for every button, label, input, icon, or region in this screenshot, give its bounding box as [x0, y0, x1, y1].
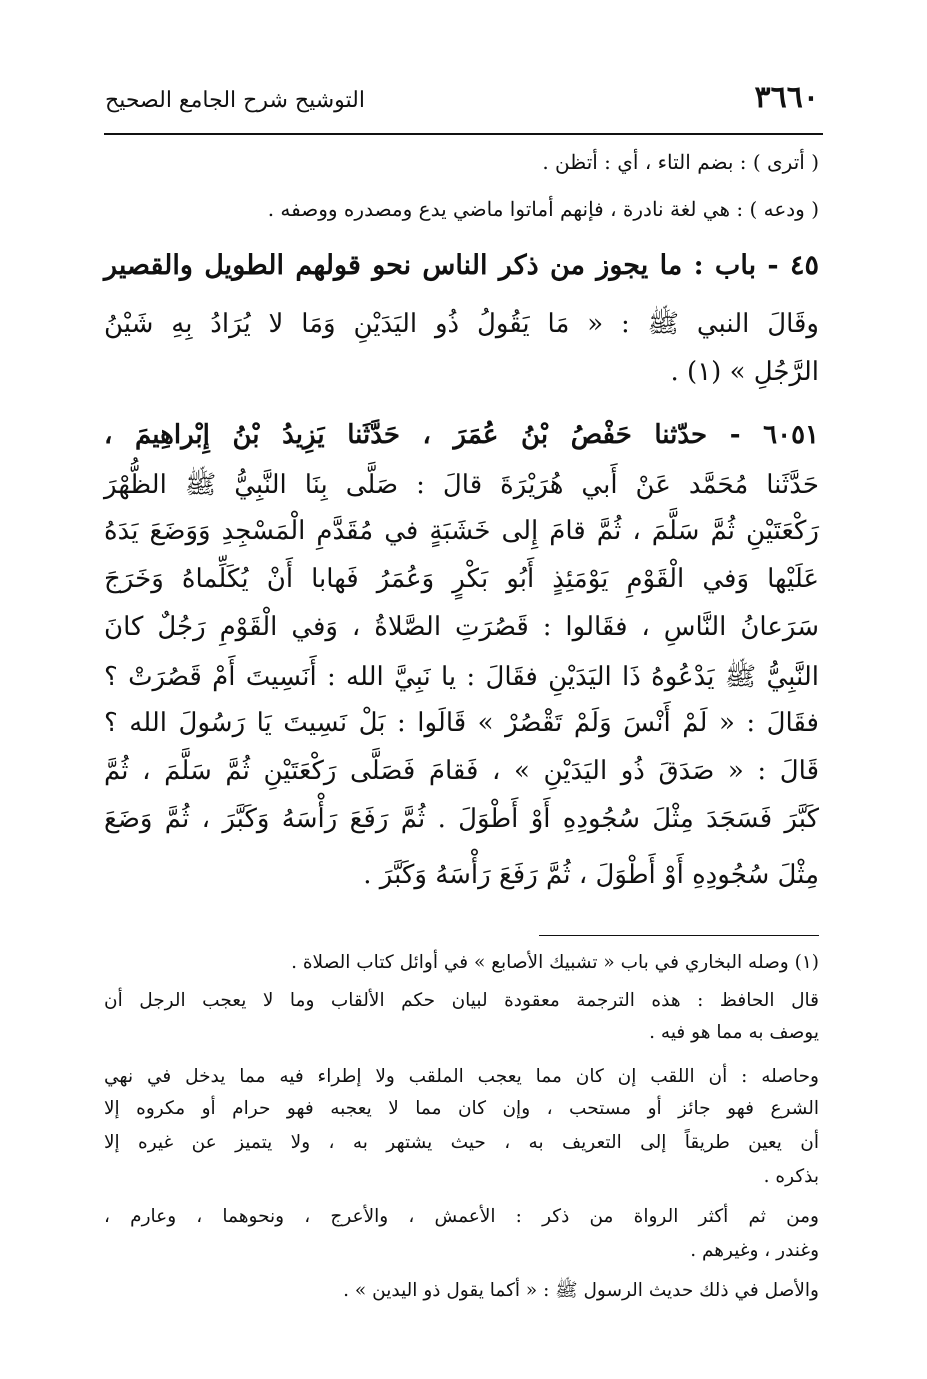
- footnote-line: بذكره .: [763, 1166, 819, 1187]
- footnote-line: وغندر ، وغيرهم .: [690, 1240, 819, 1261]
- hadith-text-line: سَرَعانُ النَّاسِ ، فقَالوا : قَصُرَتِ الصَّلاةُ ، وَفي الْقَوْمِ رَجُلٌ كانَ: [104, 612, 819, 642]
- hadith-text-line: رَكْعَتَيْنِ ثُمَّ سَلَّمَ ، ثُمَّ قامَ إِلى خَشَبَةٍ في مُقَدَّمِ الْمَسْجِدِ وَوَضَعَ يَدَهُ: [104, 516, 819, 546]
- footnote-line: والأصل في ذلك حديث الرسول ﷺ : « أكما يقول ذو اليدين » .: [343, 1280, 819, 1301]
- footnote-line: ومن ثم أكثر الرواة من ذكر : الأعمش ، والأعرج ، ونحوهما ، وعارم ،: [104, 1206, 819, 1227]
- footnote-line: وحاصله : أن اللقب إن كان مما يعجب الملقب ولا إطراء فيه مما يدخل في نهي: [104, 1066, 819, 1087]
- gloss-line: ( أترى ) : بضم التاء ، أي : أتظن .: [542, 150, 819, 174]
- chapter-text-line: وقَالَ النبي ﷺ : « مَا يَقُولُ ذُو اليَدَيْنِ وَمَا لا يُرَادُ بِهِ شَيْنُ: [104, 309, 819, 339]
- hadith-text-line: قَالَ : « صَدَقَ ذُو اليَدَيْنِ » ، فَقامَ فَصَلَّى رَكْعَتَيْنِ ثُمَّ سَلَّمَ ، ثُمَّ: [104, 756, 819, 786]
- running-header-title: التوشيح شرح الجامع الصحيح: [105, 88, 365, 113]
- footnote-line: (١) وصله البخاري في باب « تشبيك الأصابع » في أوائل كتاب الصلاة .: [291, 952, 819, 973]
- chapter-text-line: الرَّجُلِ » (١) .: [670, 357, 819, 387]
- hadith-text-line: مِثْلَ سُجُودِهِ أَوْ أَطْوَلَ ، ثُمَّ رَفَعَ رَأْسَهُ وَكَبَّرَ .: [363, 860, 819, 890]
- footnote-line: يوصف به مما هو فيه .: [649, 1022, 819, 1043]
- footnote-line: الشرع فهو جائز أو مستحب ، وإن كان مما لا يعجبه فهو حرام أو مكروه إلا: [104, 1098, 819, 1119]
- footnote-line: أن يعين طريقاً إلى التعريف به ، حيث يشتهر به ، ولا يتميز عن غيره إلا: [104, 1132, 819, 1153]
- header-divider: [104, 133, 823, 135]
- hadith-text-line: كَبَّرَ فَسَجَدَ مِثْلَ سُجُودِهِ أَوْ أَطْوَلَ . ثُمَّ رَفَعَ رَأْسَهُ وَكَبَّرَ ، ثُمَّ وَضَعَ: [104, 804, 819, 834]
- footnote-line: قال الحافظ : هذه الترجمة معقودة لبيان حكم الألقاب وما لا يعجب الرجل أن: [104, 990, 819, 1011]
- gloss-line: ( ودعه ) : هي لغة نادرة ، فإنهم أماتوا ماضي يدع ومصدره ووصفه .: [267, 197, 819, 221]
- hadith-text-line: فقَالَ : « لَمْ أَنْسَ وَلَمْ تَقْصُرْ » قَالَوا : بَلْ نَسِيتَ يَا رَسُولَ الله ؟: [104, 708, 819, 738]
- hadith-isnad-line: ٦٠٥١ - حدّثنا حَفْصُ بْنُ عُمَرَ ، حَدَّثَنا يَزِيدُ بْنُ إِبْراهِيمَ ،: [104, 420, 819, 450]
- hadith-text-line: النَّبِيُّ ﷺ يَدْعُوهُ ذَا اليَدَيْنِ فقَالَ : يا نَبِيَّ الله : أَنَسِيتَ أَمْ قَصُرَتْ ؟: [104, 662, 819, 692]
- footnote-divider: [539, 935, 819, 936]
- hadith-text-line: حَدَّثَنا مُحَمَّد عَنْ أَبي هُرَيْرَةَ قالَ : صَلَّى بِنَا النَّبِيُّ ﷺ الظُّهْرَ: [104, 470, 819, 500]
- page-number: ٣٦٦٠: [754, 80, 819, 115]
- hadith-text-line: عَلَيْها وَفي الْقَوْمِ يَوْمَئِذٍ أَبُو بَكْرٍ وَعُمَرُ فَهابا أَنْ يُكَلِّماهُ وَخَرَجَ: [104, 564, 819, 594]
- chapter-heading: ٤٥ - باب : ما يجوز من ذكر الناس نحو قولهم الطويل والقصير: [104, 250, 819, 281]
